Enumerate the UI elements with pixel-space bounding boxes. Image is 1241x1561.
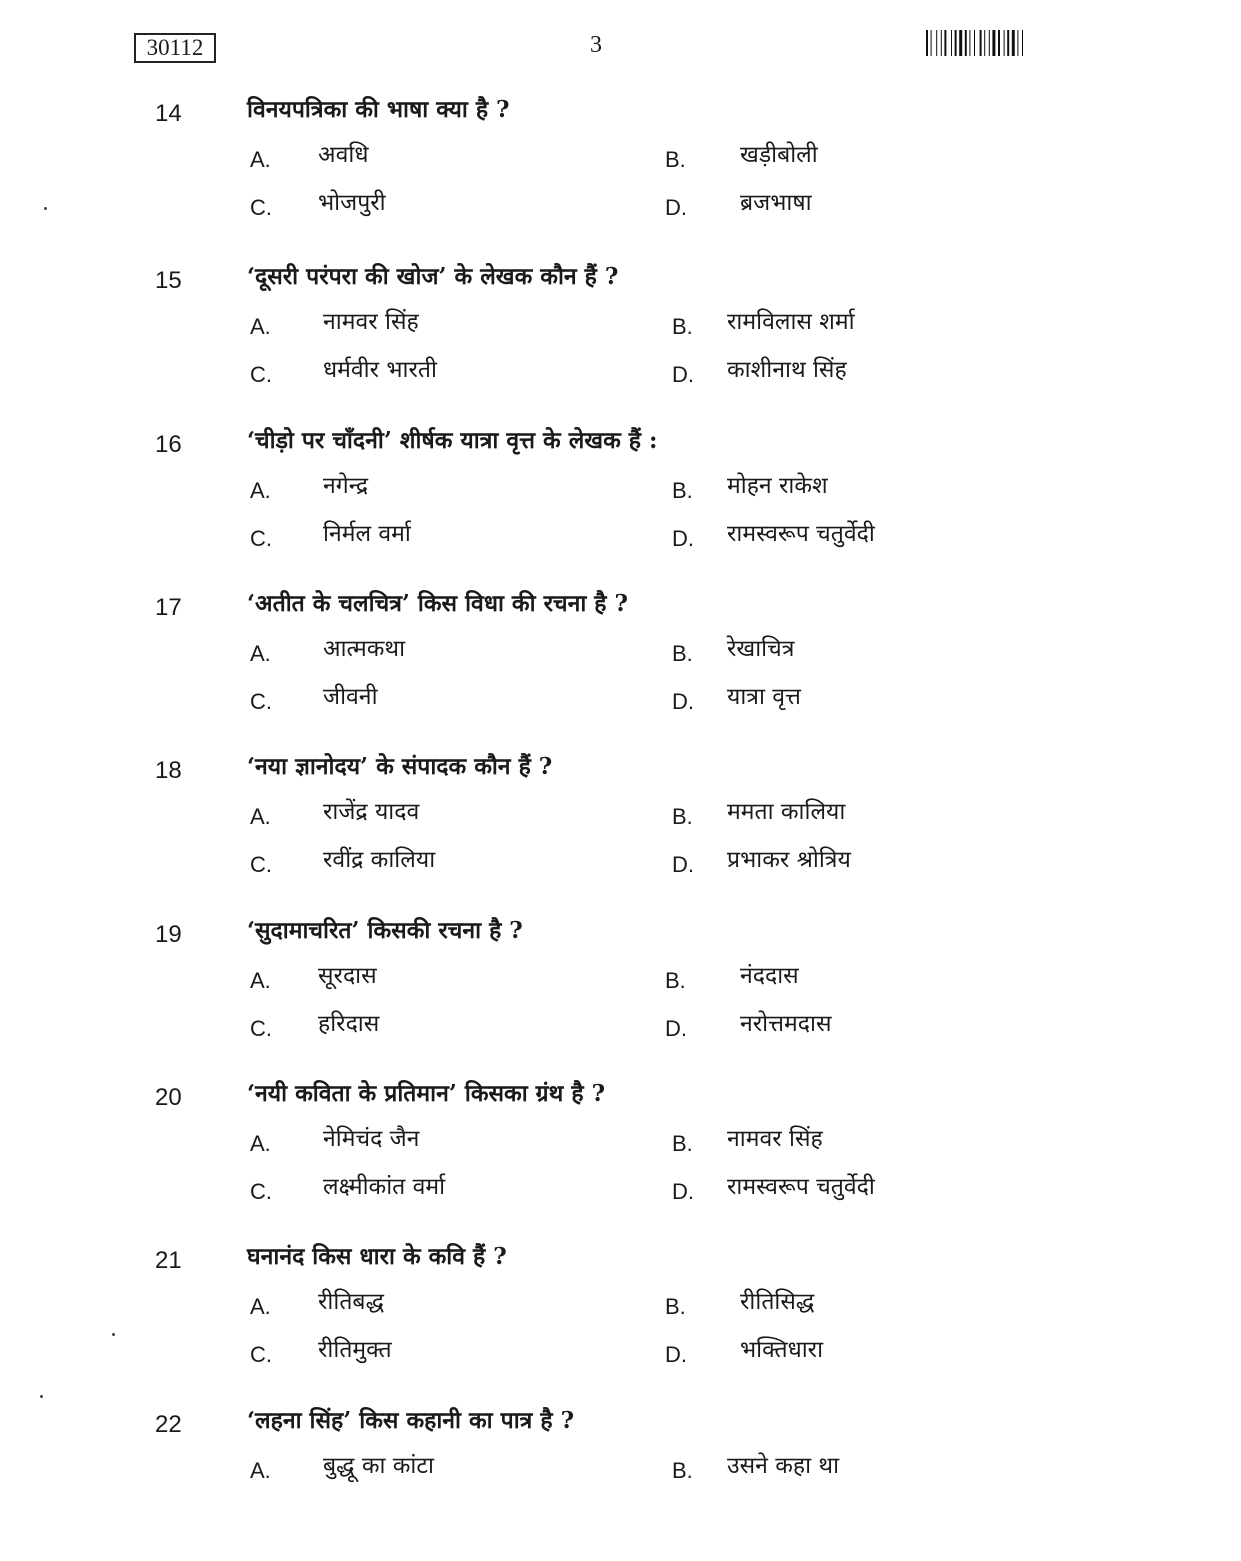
question-text: विनयपत्रिका की भाषा क्या है ? [247,96,510,123]
question-22 [0,1407,1241,1561]
option-text: नामवर सिंह [727,1126,823,1152]
question-15 [0,263,1241,417]
scan-speck [40,1395,43,1398]
question-text: ‘नया ज्ञानोदय’ के संपादक कौन हैं ? [247,753,553,780]
option-letter: D. [665,1016,687,1041]
question-18 [0,753,1241,907]
question-20 [0,1080,1241,1234]
option-letter: C. [250,526,272,551]
option-letter: D. [672,852,694,877]
option-letter: C. [250,1016,272,1041]
option-letter: B. [665,147,686,172]
option-letter: A. [250,147,271,172]
option-text: खड़ीबोली [740,142,818,168]
option-letter: C. [250,689,272,714]
paper-code: 30112 [134,33,216,63]
option-letter: C. [250,1342,272,1367]
option-letter: A. [250,1131,271,1156]
question-number: 15 [155,267,182,294]
option-text: नंददास [740,963,799,989]
option-text: भक्तिधारा [740,1337,824,1363]
option-text: राजेंद्र यादव [323,799,420,825]
question-number: 16 [155,431,182,458]
option-text: आत्मकथा [323,636,406,662]
option-letter: D. [665,195,687,220]
option-letter: A. [250,1458,271,1483]
option-text: निर्मल वर्मा [323,521,411,547]
option-letter: C. [250,1179,272,1204]
question-19 [0,917,1241,1071]
option-text: जीवनी [323,684,378,710]
option-letter: B. [665,968,686,993]
option-letter: B. [672,804,693,829]
option-letter: B. [672,478,693,503]
option-text: रीतिमुक्त [318,1337,392,1363]
question-number: 19 [155,921,182,948]
question-14 [0,96,1241,250]
option-text: नेमिचंद जैन [323,1126,420,1152]
option-text: नगेन्द्र [323,473,369,499]
option-letter: C. [250,852,272,877]
option-letter: D. [672,526,694,551]
option-letter: D. [672,362,694,387]
option-text: लक्ष्मीकांत वर्मा [323,1174,446,1200]
option-text: रामस्वरूप चतुर्वेदी [727,1174,875,1200]
option-letter: D. [672,1179,694,1204]
question-number: 14 [155,100,182,127]
option-letter: A. [250,804,271,829]
question-text: ‘अतीत के चलचित्र’ किस विधा की रचना है ? [247,590,629,617]
option-text: नामवर सिंह [323,309,419,335]
question-text: घनानंद किस धारा के कवि हैं ? [247,1243,507,1270]
option-text: नरोत्तमदास [740,1011,832,1037]
option-text: धर्मवीर भारती [323,357,437,383]
option-letter: B. [665,1294,686,1319]
option-text: रामविलास शर्मा [727,309,855,335]
option-text: उसने कहा था [727,1453,840,1479]
option-text: बुद्धू का कांटा [323,1453,434,1479]
option-text: यात्रा वृत्त [727,684,801,710]
option-letter: B. [672,314,693,339]
option-text: प्रभाकर श्रोत्रिय [727,847,851,873]
option-text: सूरदास [318,963,377,989]
option-text: काशीनाथ सिंह [727,357,847,383]
option-text: रीतिसिद्ध [740,1289,815,1315]
option-letter: D. [672,689,694,714]
option-text: रेखाचित्र [727,636,795,662]
option-letter: B. [672,1131,693,1156]
option-letter: B. [672,641,693,666]
question-number: 21 [155,1247,182,1274]
option-letter: D. [665,1342,687,1367]
question-text: ‘दूसरी परंपरा की खोज’ के लेखक कौन हैं ? [247,263,619,290]
option-text: भोजपुरी [318,190,386,216]
option-letter: A. [250,968,271,993]
question-number: 18 [155,757,182,784]
option-text: ब्रजभाषा [740,190,812,216]
option-text: ममता कालिया [727,799,846,825]
question-text: ‘नयी कविता के प्रतिमान’ किसका ग्रंथ है ? [247,1080,606,1107]
option-letter: A. [250,314,271,339]
option-letter: C. [250,362,272,387]
option-letter: A. [250,1294,271,1319]
question-21 [0,1243,1241,1397]
option-text: मोहन राकेश [727,473,828,499]
option-text: हरिदास [318,1011,380,1037]
page-number: 3 [590,32,602,58]
question-number: 20 [155,1084,182,1111]
option-text: अवधि [318,142,369,168]
question-number: 22 [155,1411,182,1438]
question-16 [0,427,1241,581]
option-letter: A. [250,478,271,503]
question-text: ‘लहना सिंह’ किस कहानी का पात्र है ? [247,1407,575,1434]
option-letter: A. [250,641,271,666]
scan-speck [44,207,47,210]
question-17 [0,590,1241,744]
option-text: रवींद्र कालिया [323,847,436,873]
option-letter: C. [250,195,272,220]
question-number: 17 [155,594,182,621]
question-text: ‘सुदामाचरित’ किसकी रचना है ? [247,917,523,944]
option-letter: B. [672,1458,693,1483]
question-text: ‘चीड़ो पर चाँदनी’ शीर्षक यात्रा वृत्त के लेखक हैं : [247,427,658,454]
option-text: रीतिबद्ध [318,1289,384,1315]
option-text: रामस्वरूप चतुर्वेदी [727,521,875,547]
barcode [926,30,1078,56]
scan-speck [112,1333,115,1336]
